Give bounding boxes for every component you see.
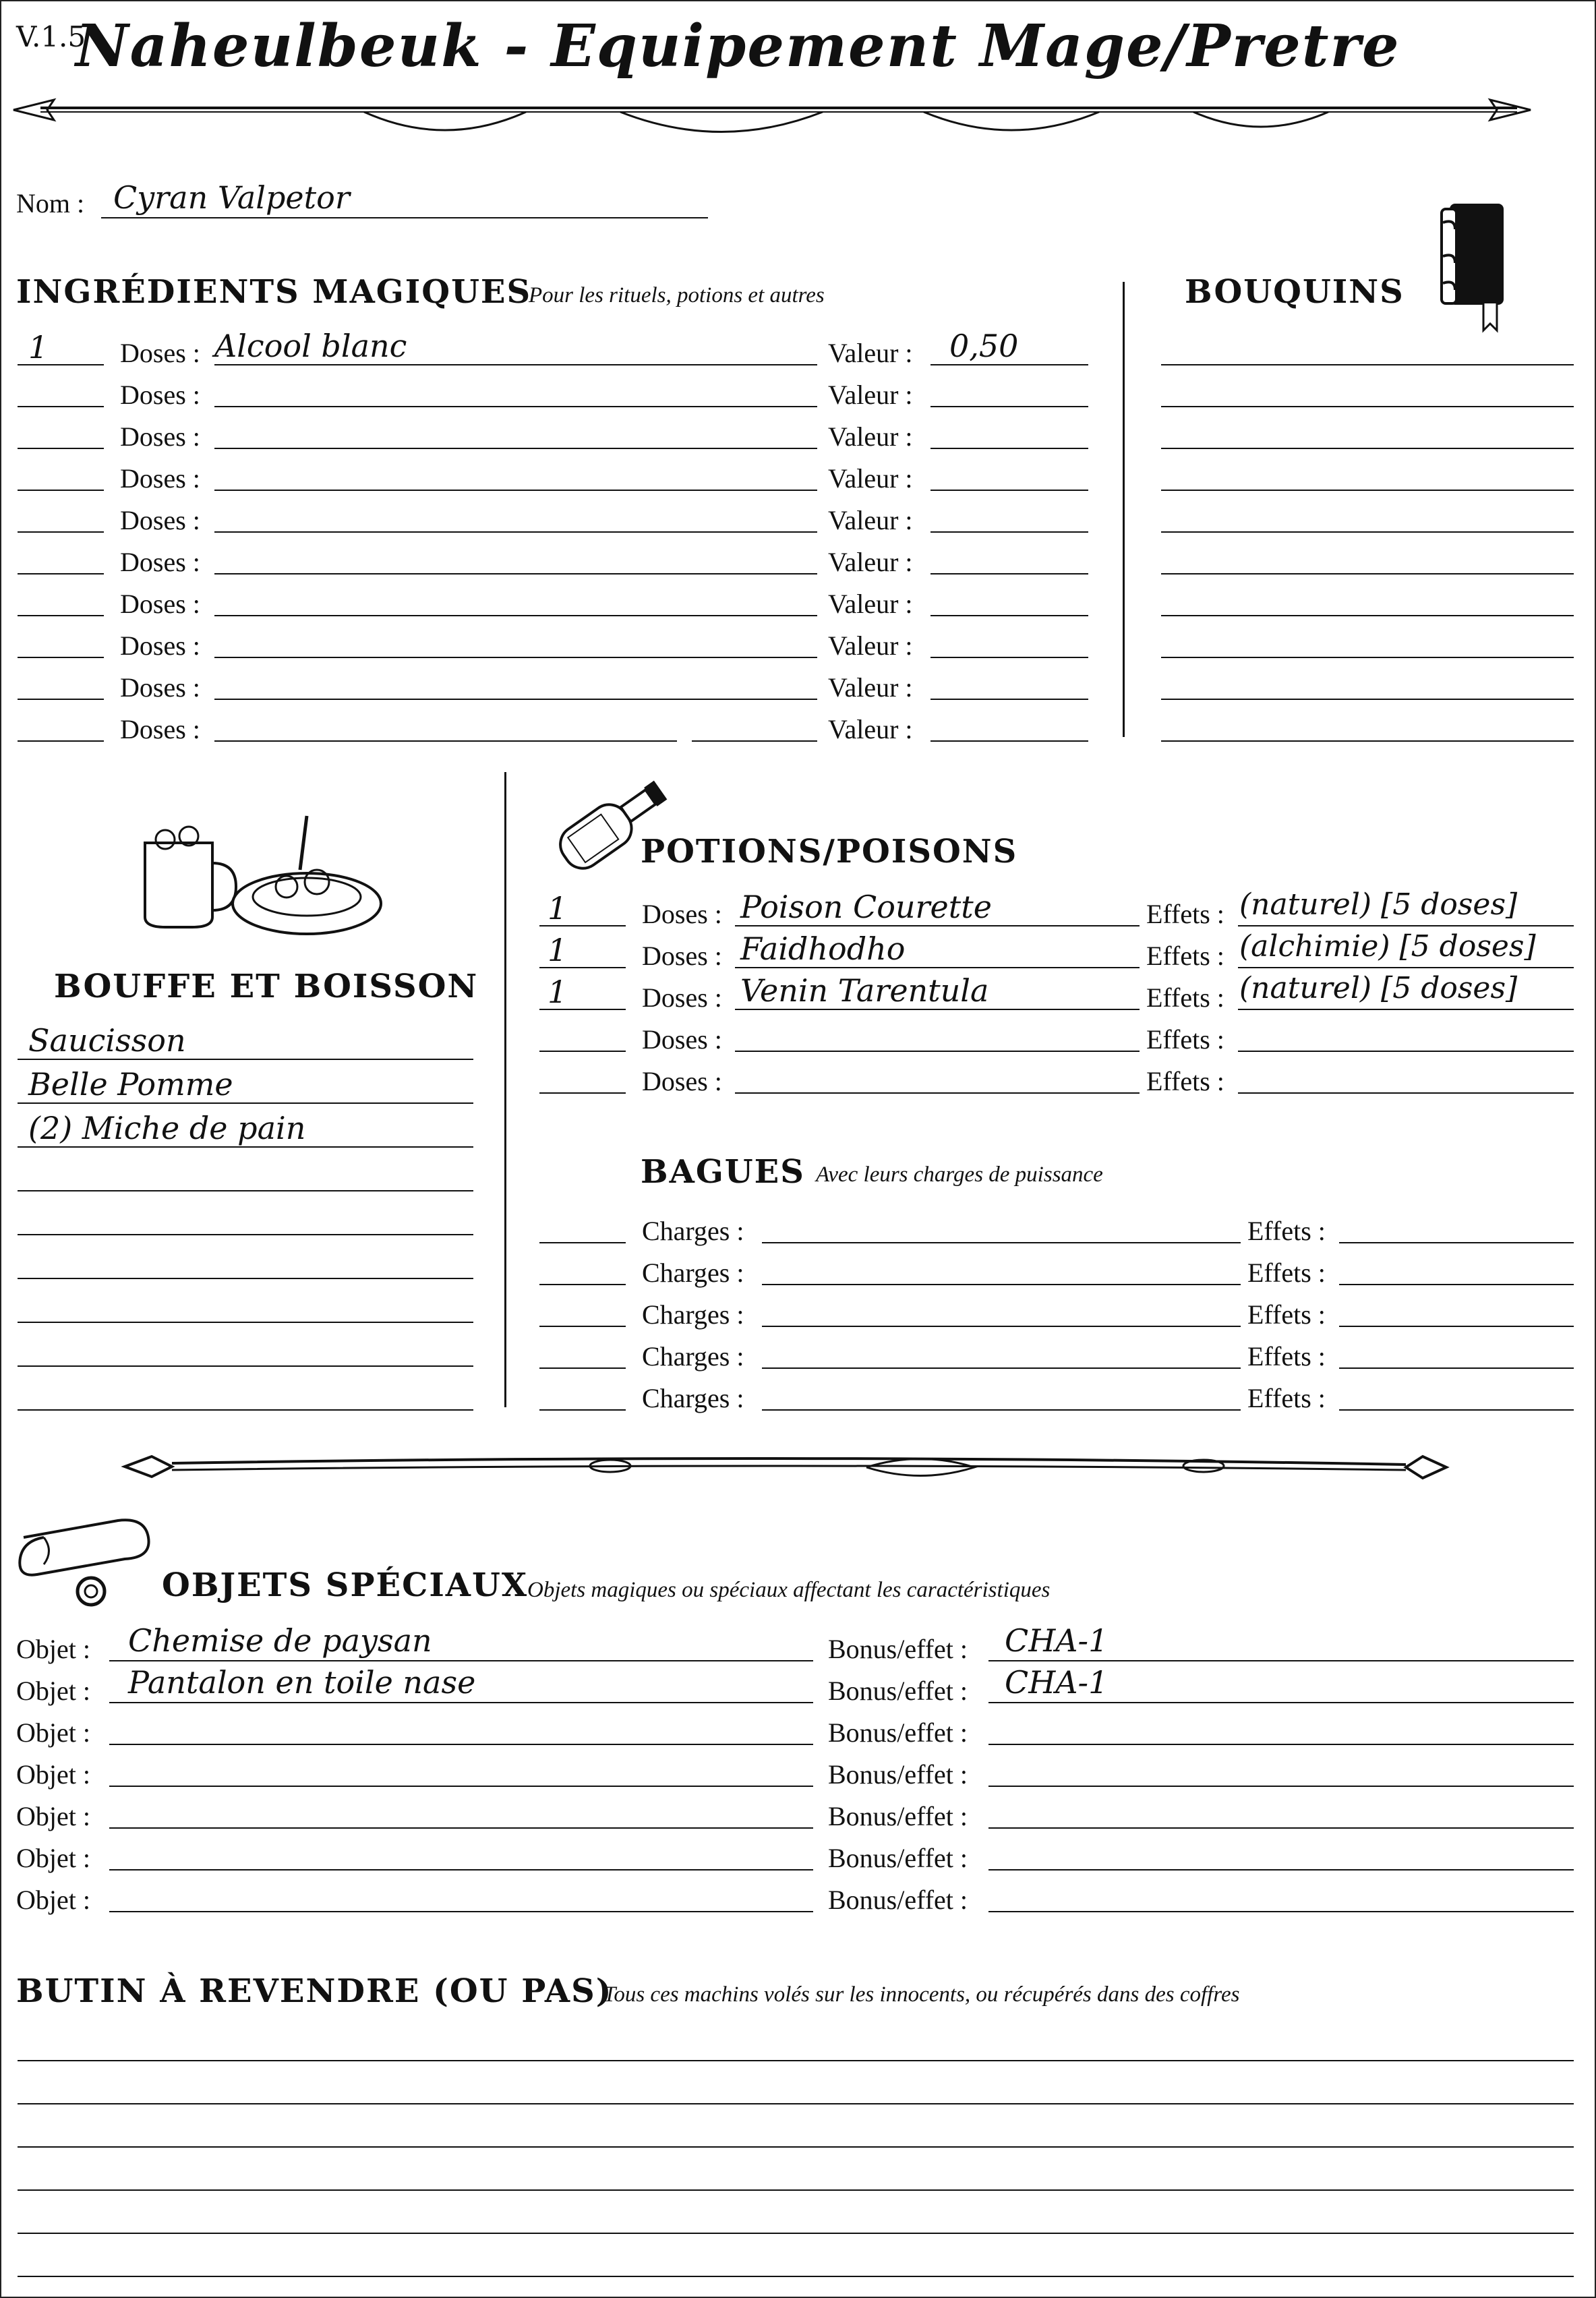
ingredient-valeur-line bbox=[930, 699, 1088, 700]
potion-name-line bbox=[735, 1092, 1140, 1094]
scroll-ring-icon bbox=[17, 1510, 158, 1618]
objet-bonus-label: Bonus/effet : bbox=[828, 1801, 968, 1831]
butin-line bbox=[18, 2276, 1574, 2277]
objet-bonus-line bbox=[988, 1869, 1574, 1870]
ingredient-name-line bbox=[214, 573, 817, 574]
ingredient-doses-label: Doses : bbox=[120, 672, 200, 703]
ingredient-qty-line bbox=[18, 740, 104, 742]
objet-bonus-line bbox=[988, 1744, 1574, 1745]
objet-label: Objet : bbox=[16, 1843, 90, 1873]
ingredient-qty-line bbox=[18, 406, 104, 407]
potion-effets[interactable]: (naturel) [5 doses] bbox=[1239, 971, 1518, 1005]
potion-effets-label: Effets : bbox=[1146, 941, 1224, 971]
potion-effets-line bbox=[1238, 1051, 1574, 1052]
ingredient-valeur-line bbox=[930, 364, 1088, 365]
butin-line bbox=[18, 2103, 1574, 2104]
ingredient-valeur-label: Valeur : bbox=[828, 547, 913, 577]
potion-effets-label: Effets : bbox=[1146, 899, 1224, 929]
ingredient-valeur-line bbox=[930, 448, 1088, 449]
objet-label: Objet : bbox=[16, 1759, 90, 1790]
ingredient-name-line-extra bbox=[692, 740, 817, 742]
ingredient-doses-label: Doses : bbox=[120, 338, 200, 368]
bague-effets-label: Effets : bbox=[1247, 1216, 1326, 1246]
objet-bonus-label: Bonus/effet : bbox=[828, 1676, 968, 1706]
ingredient-valeur-label: Valeur : bbox=[828, 589, 913, 619]
ingredient-doses-label: Doses : bbox=[120, 380, 200, 410]
ingredient-valeur-line bbox=[930, 615, 1088, 616]
bague-effets-label: Effets : bbox=[1247, 1258, 1326, 1288]
bague-charges-line bbox=[762, 1409, 1241, 1411]
ingredient-valeur-line bbox=[930, 531, 1088, 533]
ingredient-valeur-label: Valeur : bbox=[828, 672, 913, 703]
page-title: Naheulbeuk - Equipement Mage/Pretre bbox=[76, 12, 1400, 80]
potion-effets-label: Effets : bbox=[1146, 1066, 1224, 1096]
nom-value[interactable]: Cyran Valpetor bbox=[113, 179, 350, 216]
potion-name-line bbox=[735, 1051, 1140, 1052]
bague-qty-line bbox=[539, 1326, 626, 1327]
objet-bonus-line bbox=[988, 1786, 1574, 1787]
bouquin-line bbox=[1161, 364, 1574, 365]
ingredient-qty-line bbox=[18, 657, 104, 658]
bouffe-line bbox=[18, 1146, 473, 1148]
potion-effets-line bbox=[1238, 1092, 1574, 1094]
ingredient-name-line bbox=[214, 615, 817, 616]
ingredient-doses-label: Doses : bbox=[120, 547, 200, 577]
ingredient-valeur-line bbox=[930, 573, 1088, 574]
bague-effets-label: Effets : bbox=[1247, 1341, 1326, 1372]
potion-name[interactable]: Poison Courette bbox=[740, 889, 992, 925]
bague-effets-line bbox=[1339, 1367, 1574, 1369]
objet-label: Objet : bbox=[16, 1676, 90, 1706]
staff-divider-icon bbox=[125, 1443, 1467, 1490]
column-divider-2 bbox=[504, 772, 506, 1407]
bouffe-title: BOUFFE ET BOISSON bbox=[54, 968, 479, 1005]
ingredient-valeur-label: Valeur : bbox=[828, 338, 913, 368]
ingredient-qty-line bbox=[18, 573, 104, 574]
bouquin-line bbox=[1161, 740, 1574, 742]
ingredient-valeur-line bbox=[930, 657, 1088, 658]
objet-line bbox=[109, 1744, 813, 1745]
bouffe-line bbox=[18, 1409, 473, 1411]
objet-label: Objet : bbox=[16, 1634, 90, 1664]
ingredient-name-line bbox=[214, 657, 817, 658]
potion-qty[interactable]: 1 bbox=[548, 974, 568, 1010]
version-label: V.1.5 bbox=[16, 20, 86, 53]
ingredient-valeur-label: Valeur : bbox=[828, 714, 913, 744]
objets-title: OBJETS SPÉCIAUX bbox=[162, 1566, 529, 1604]
objet-bonus-label: Bonus/effet : bbox=[828, 1885, 968, 1915]
potion-doses-label: Doses : bbox=[642, 899, 722, 929]
potion-effets[interactable]: (naturel) [5 doses] bbox=[1239, 887, 1518, 922]
spear-divider-icon bbox=[13, 88, 1531, 142]
ingredient-doses-label: Doses : bbox=[120, 589, 200, 619]
bague-effets-line bbox=[1339, 1326, 1574, 1327]
bague-qty-line bbox=[539, 1367, 626, 1369]
potion-qty-line bbox=[539, 1092, 626, 1094]
ingredient-doses-label: Doses : bbox=[120, 714, 200, 744]
bouquins-title: BOUQUINS bbox=[1185, 273, 1405, 311]
ingredient-qty-line bbox=[18, 531, 104, 533]
potion-name[interactable]: Faidhodho bbox=[740, 931, 906, 967]
objet-bonus-label: Bonus/effet : bbox=[828, 1634, 968, 1664]
objet-line bbox=[109, 1786, 813, 1787]
bouffe-line bbox=[18, 1102, 473, 1104]
butin-title: BUTIN À REVENDRE (OU PAS) bbox=[16, 1972, 613, 2010]
objet-name[interactable]: Pantalon en toile nase bbox=[128, 1664, 476, 1701]
ingredient-doses-label: Doses : bbox=[120, 630, 200, 661]
potions-title: POTIONS/POISONS bbox=[641, 833, 1018, 871]
ingredient-valeur-label: Valeur : bbox=[828, 630, 913, 661]
bouquin-line bbox=[1161, 615, 1574, 616]
potion-doses-label: Doses : bbox=[642, 941, 722, 971]
objet-bonus[interactable]: CHA-1 bbox=[1005, 1622, 1109, 1659]
bouffe-entry[interactable]: Saucisson bbox=[28, 1022, 186, 1059]
bouffe-line bbox=[18, 1059, 473, 1060]
ingredient-valeur-line bbox=[930, 740, 1088, 742]
potion-doses-label: Doses : bbox=[642, 1066, 722, 1096]
ingredient-qty-line bbox=[18, 448, 104, 449]
bague-charges-label: Charges : bbox=[642, 1216, 744, 1246]
potion-doses-label: Doses : bbox=[642, 982, 722, 1013]
potion-qty[interactable]: 1 bbox=[548, 932, 568, 968]
potion-effets[interactable]: (alchimie) [5 doses] bbox=[1239, 929, 1536, 964]
bague-charges-label: Charges : bbox=[642, 1299, 744, 1330]
nom-line bbox=[101, 217, 708, 218]
bouffe-line bbox=[18, 1365, 473, 1367]
potion-name-line bbox=[735, 967, 1140, 968]
ingredient-valeur-label: Valeur : bbox=[828, 380, 913, 410]
bague-qty-line bbox=[539, 1242, 626, 1243]
potion-effets-line bbox=[1238, 967, 1574, 968]
objet-line bbox=[109, 1869, 813, 1870]
ingredient-doses-label: Doses : bbox=[120, 505, 200, 535]
bouquin-line bbox=[1161, 490, 1574, 491]
ingredient-qty[interactable]: 1 bbox=[28, 329, 49, 365]
ingredient-name-line bbox=[214, 531, 817, 533]
bague-effets-line bbox=[1339, 1242, 1574, 1243]
book-icon bbox=[1436, 196, 1510, 337]
ingredient-valeur-label: Valeur : bbox=[828, 463, 913, 494]
objet-label: Objet : bbox=[16, 1885, 90, 1915]
objet-label: Objet : bbox=[16, 1801, 90, 1831]
potion-effets-label: Effets : bbox=[1146, 982, 1224, 1013]
butin-subtitle: Tous ces machins volés sur les innocents, ou récupérés dans des coffres bbox=[603, 1982, 1240, 2007]
objet-label: Objet : bbox=[16, 1717, 90, 1748]
butin-line bbox=[18, 2146, 1574, 2148]
bague-charges-line bbox=[762, 1326, 1241, 1327]
ingredient-doses-label: Doses : bbox=[120, 463, 200, 494]
bague-charges-label: Charges : bbox=[642, 1341, 744, 1372]
ingredient-valeur[interactable]: 0,50 bbox=[949, 328, 1019, 364]
ingredient-name-line bbox=[214, 364, 817, 365]
butin-line bbox=[18, 2060, 1574, 2061]
ingredient-valeur-label: Valeur : bbox=[828, 505, 913, 535]
ingredient-doses-label: Doses : bbox=[120, 421, 200, 452]
bouffe-entry[interactable]: (2) Miche de pain bbox=[28, 1110, 306, 1146]
bague-effets-label: Effets : bbox=[1247, 1383, 1326, 1413]
bouffe-line bbox=[18, 1278, 473, 1279]
bouquin-line bbox=[1161, 573, 1574, 574]
potion-name[interactable]: Venin Tarentula bbox=[740, 972, 989, 1009]
potion-effets-line bbox=[1238, 1009, 1574, 1010]
objet-bonus-line bbox=[988, 1702, 1574, 1703]
ingredient-valeur-label: Valeur : bbox=[828, 421, 913, 452]
ingredient-name-line bbox=[214, 406, 817, 407]
ingredient-qty-line bbox=[18, 699, 104, 700]
ingredient-name-line bbox=[214, 699, 817, 700]
ingredient-name-line bbox=[214, 448, 817, 449]
objet-bonus[interactable]: CHA-1 bbox=[1005, 1664, 1109, 1701]
bague-charges-line bbox=[762, 1242, 1241, 1243]
bouffe-line bbox=[18, 1322, 473, 1323]
objet-bonus-label: Bonus/effet : bbox=[828, 1759, 968, 1790]
ingredient-name[interactable]: Alcool blanc bbox=[214, 328, 407, 364]
potion-effets-line bbox=[1238, 925, 1574, 926]
objet-name[interactable]: Chemise de paysan bbox=[128, 1622, 432, 1659]
bouffe-line bbox=[18, 1190, 473, 1191]
butin-line bbox=[18, 2189, 1574, 2191]
bouquin-line bbox=[1161, 531, 1574, 533]
nom-label: Nom : bbox=[16, 188, 85, 218]
potion-name-line bbox=[735, 1009, 1140, 1010]
bague-effets-line bbox=[1339, 1284, 1574, 1285]
bouquin-line bbox=[1161, 448, 1574, 449]
ingredient-valeur-line bbox=[930, 490, 1088, 491]
objet-line bbox=[109, 1911, 813, 1912]
objet-bonus-label: Bonus/effet : bbox=[828, 1843, 968, 1873]
bague-qty-line bbox=[539, 1284, 626, 1285]
bagues-title: BAGUES bbox=[641, 1153, 805, 1191]
objet-bonus-line bbox=[988, 1827, 1574, 1829]
bouffe-line bbox=[18, 1234, 473, 1235]
food-platter-icon bbox=[138, 802, 381, 937]
objets-subtitle: Objets magiques ou spéciaux affectant les caractéristiques bbox=[527, 1578, 1051, 1602]
bague-charges-label: Charges : bbox=[642, 1258, 744, 1288]
ingredients-title: INGRÉDIENTS MAGIQUES bbox=[16, 273, 532, 311]
bague-charges-line bbox=[762, 1367, 1241, 1369]
bouffe-entry[interactable]: Belle Pomme bbox=[28, 1066, 233, 1102]
potion-doses-label: Doses : bbox=[642, 1024, 722, 1055]
bague-effets-label: Effets : bbox=[1247, 1299, 1326, 1330]
bouquin-line bbox=[1161, 406, 1574, 407]
ingredient-valeur-line bbox=[930, 406, 1088, 407]
ingredient-qty-line bbox=[18, 615, 104, 616]
ingredient-qty-line bbox=[18, 490, 104, 491]
ingredients-subtitle: Pour les rituels, potions et autres bbox=[529, 283, 825, 307]
ingredient-name-line bbox=[214, 740, 677, 742]
potion-qty[interactable]: 1 bbox=[548, 890, 568, 926]
butin-line bbox=[18, 2233, 1574, 2234]
bague-effets-line bbox=[1339, 1409, 1574, 1411]
bouquin-line bbox=[1161, 657, 1574, 658]
potion-name-line bbox=[735, 925, 1140, 926]
objet-line bbox=[109, 1660, 813, 1661]
potion-qty-line bbox=[539, 1051, 626, 1052]
bague-charges-line bbox=[762, 1284, 1241, 1285]
bouquin-line bbox=[1161, 699, 1574, 700]
potion-effets-label: Effets : bbox=[1146, 1024, 1224, 1055]
column-divider bbox=[1123, 282, 1125, 737]
objet-bonus-line bbox=[988, 1660, 1574, 1661]
bagues-subtitle: Avec leurs charges de puissance bbox=[816, 1162, 1103, 1187]
objet-bonus-line bbox=[988, 1911, 1574, 1912]
ingredient-name-line bbox=[214, 490, 817, 491]
objet-bonus-label: Bonus/effet : bbox=[828, 1717, 968, 1748]
objet-line bbox=[109, 1827, 813, 1829]
bague-qty-line bbox=[539, 1409, 626, 1411]
bague-charges-label: Charges : bbox=[642, 1383, 744, 1413]
objet-line bbox=[109, 1702, 813, 1703]
